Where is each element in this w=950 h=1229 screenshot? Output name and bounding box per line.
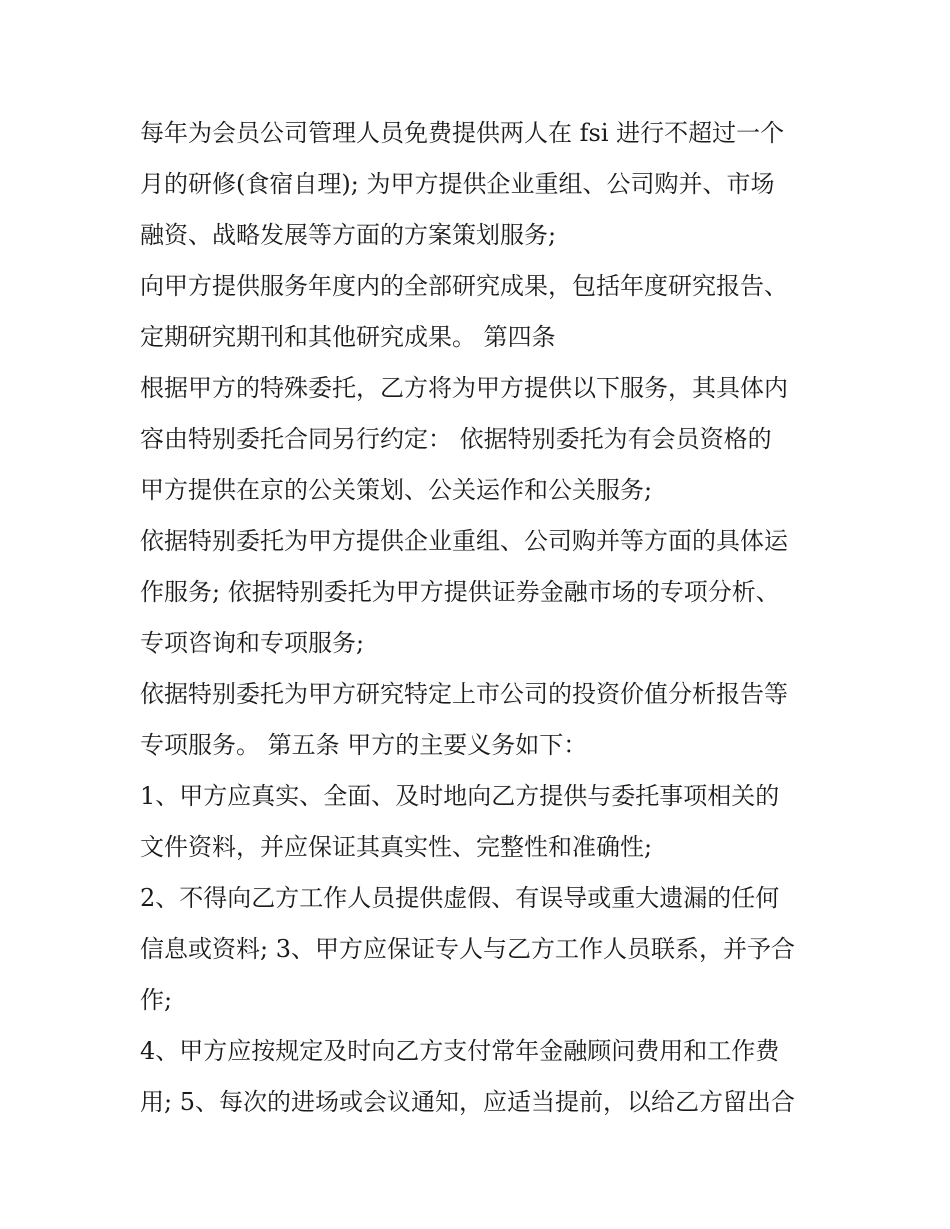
- text-line: 1、甲方应真实、全面、及时地向乙方提供与委托事项相关的: [140, 782, 780, 810]
- text-line: 每年为会员公司管理人员免费提供两人在 fsi 进行不超过一个: [140, 119, 785, 147]
- text-line: 定期研究期刊和其他研究成果。 第四条: [140, 323, 556, 351]
- text-line: 专项服务。 第五条 甲方的主要义务如下：: [140, 731, 588, 759]
- text-line: 信息或资料; 3、甲方应保证专人与乙方工作人员联系，并予合: [140, 935, 795, 963]
- text-line: 向甲方提供服务年度内的全部研究成果，包括年度研究报告、: [140, 272, 788, 300]
- text-line: 专项咨询和专项服务;: [140, 629, 365, 657]
- text-line: 2、不得向乙方工作人员提供虚假、有误导或重大遗漏的任何: [140, 884, 780, 912]
- text-line: 甲方提供在京的公关策划、公关运作和公关服务;: [140, 476, 653, 504]
- text-line: 作服务; 依据特别委托为甲方提供证券金融市场的专项分析、: [140, 578, 780, 606]
- text-line: 作;: [140, 986, 173, 1014]
- text-line: 4、甲方应按规定及时向乙方支付常年金融顾问费用和工作费: [140, 1037, 780, 1065]
- text-line: 容由特别委托合同另行约定： 依据特别委托为有会员资格的: [140, 425, 772, 453]
- body-text: [140, 108, 820, 1128]
- text-line: 融资、战略发展等方面的方案策划服务;: [140, 221, 557, 249]
- text-line: 依据特别委托为甲方提供企业重组、公司购并等方面的具体运: [140, 527, 788, 555]
- text-line: 用; 5、每次的进场或会议通知，应适当提前，以给乙方留出合: [140, 1088, 795, 1116]
- text-line: 文件资料，并应保证其真实性、完整性和准确性;: [140, 833, 653, 861]
- text-line: 依据特别委托为甲方研究特定上市公司的投资价值分析报告等: [140, 680, 788, 708]
- text-line: 根据甲方的特殊委托，乙方将为甲方提供以下服务，其具体内: [140, 374, 788, 402]
- text-line: 月的研修(食宿自理); 为甲方提供企业重组、公司购并、市场: [140, 170, 775, 198]
